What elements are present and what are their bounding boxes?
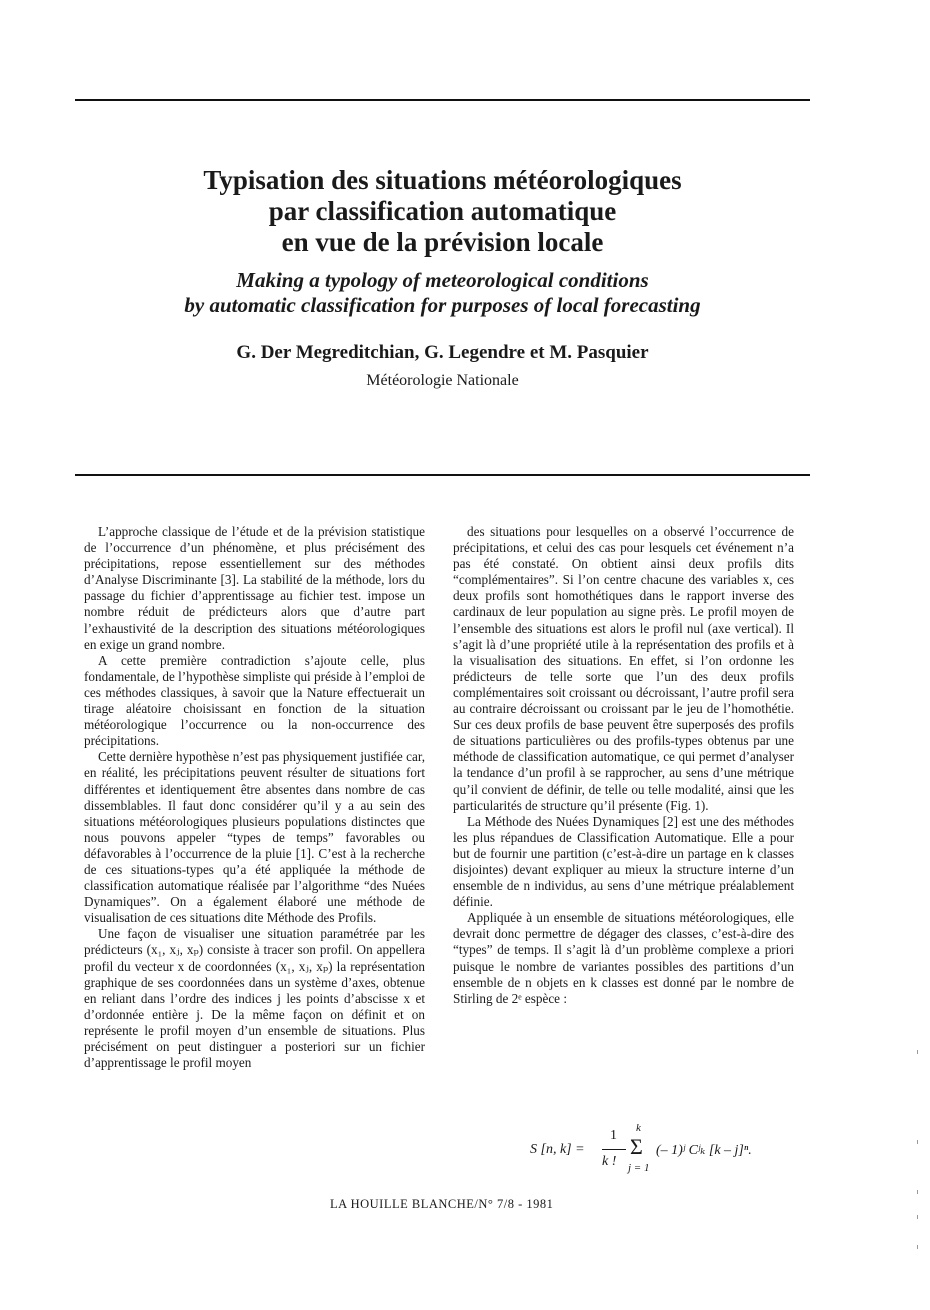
- article-subtitle: Making a typology of meteorological conditions by automatic classification for purposes of local forecasting: [184, 268, 701, 317]
- scan-mark: [917, 1215, 918, 1219]
- authors: G. Der Megreditchian, G. Legendre et M. Pasquier: [236, 342, 649, 363]
- scan-mark: [917, 1050, 918, 1054]
- paragraph: Cette dernière hypothèse n’est pas physiquement justifiée car, en réalité, les précipitations peuvent résulter de situations fort différentes et identiquement être absentes dans nombre de cas dissemblables. Il faut donc considérer qu’il y a au sein des situations météorologiques plusieurs populations distinctes que nous pouvons appeler “types de temps” favorables ou défavorables à l’occurrence de la pluie [1]. C’est à la recherche de ces situations-types qu’a été appliquée la méthode de classification automatique réalisée par l’algorithme “des Nuées Dynamiques”. On a également élaboré une méthode de visualisation de ces situations dite Méthode des Profils.: [84, 749, 425, 926]
- paragraph: Appliquée à un ensemble de situations météorologiques, elle devrait donc permettre de dégager des classes, c’est-à-dire des “types” de temps. Il s’agit là d’un problème complexe a priori puisque le nombre de variantes possibles des partitions d’un ensemble de n objets en k classes est donné par le nombre de Stirling de 2ᵉ espèce :: [453, 910, 794, 1006]
- affiliation: Météorologie Nationale: [366, 372, 519, 389]
- formula-fraction-numerator: 1: [610, 1128, 617, 1143]
- paragraph: A cette première contradiction s’ajoute celle, plus fondamentale, de l’hypothèse simpliste qui préside à l’emploi de ces méthodes classiques, à savoir que la Nature effectuerait un tirage aléatoire choisissant en fonction de la situation météorologique l’occurrence ou la non-occurrence des précipitations.: [84, 652, 425, 749]
- formula-sum-symbol: Σ: [630, 1134, 643, 1159]
- scan-mark: [917, 1140, 918, 1144]
- scan-mark: [917, 1190, 918, 1194]
- paragraph: La Méthode des Nuées Dynamiques [2] est une des méthodes les plus répandues de Classification Automatique. Elle a pour but de fournir une partition (c’est-à-dire un partage en k classes disjointes) devant expliquer au mieux la structure interne d’un ensemble de n individus, au sens d’une métrique préalablement définie.: [453, 813, 794, 910]
- left-column: [84, 524, 425, 1071]
- formula-sum-bottom: j = 1: [628, 1162, 650, 1174]
- header-block: [75, 165, 810, 391]
- paragraph: L’approche classique de l’étude et de la prévision statistique de l’occurrence d’un phénomène, et plus précisément des précipitations, repose essentiellement sur des méthodes d’Analyse Discriminante [3]. La stabilité de la méthode, lors du passage du fichier d’apprentissage au fichier test. impose un nombre réduit de prédicteurs alors que d’autre part l’exhaustivité de la description des situations météorologiques en exige un grand nombre.: [84, 524, 425, 652]
- formula-lhs: S [n, k] =: [530, 1142, 585, 1157]
- stirling-formula: [530, 1124, 790, 1180]
- header-bottom-rule: [75, 474, 810, 476]
- formula-fraction-denominator: k !: [602, 1154, 617, 1169]
- formula-fraction-bar: [602, 1149, 626, 1150]
- top-rule: [75, 99, 810, 101]
- paragraph: des situations pour lesquelles on a observé l’occurrence de précipitations, et celui des cas pour lesquels cet événement n’a pas été constaté. On obtient ainsi deux profils dits “complémentaires”. Si l’on centre chacune des variables x, ces deux profils sont homothétiques dans le rapport inverse des cardinaux de leur population au signe près. Le profil moyen de l’ensemble des situations est alors le profil nul (axe vertical). Il s’agit là d’une propriété utile à la représentation des profils et à la visualisation des situations. En effet, si l’on ordonne les prédicteurs de telle sorte que l’un des deux profils complémentaires soit croissant ou décroissant, l’autre profil sera au contraire décroissant ou croissant par le jeu de l’homothétie. Sur ces deux profils de base peuvent être superposés des profils de situations particulières ou des profils-types obtenus par une méthode de classification automatique, ce qui permet d’analyser la tendance d’un profil à se rapprocher, au sens d’une métrique qu’il convient de définir, de telle ou telle modalité, ainsi que les particularités de structure qu’il présente (Fig. 1).: [453, 524, 794, 813]
- scan-mark: [917, 1245, 918, 1249]
- formula-body: (– 1)ʲ Cʲₖ [k – j]ⁿ.: [656, 1143, 752, 1158]
- paragraph: Une façon de visualiser une situation paramétrée par les prédicteurs (x₁, xⱼ, xₚ) consiste à tracer son profil. On appellera profil du vecteur x de coordonnées (x₁, xⱼ, xₚ) la représentation graphique de ses coordonnées dans un système d’axes, obtenue en reliant dans l’ordre des indices j les points d’abscisse x et d’ordonnée entière j. De la même façon on définit et on représente le profil moyen d’un ensemble de situations. Plus précisément on peut distinguer a posteriori sur un fichier d’apprentissage le profil moyen: [84, 926, 425, 1071]
- right-column: [453, 524, 794, 1007]
- formula-sum-top: k: [636, 1122, 641, 1134]
- article-title: Typisation des situations météorologiques par classification automatique en vue de la prévision locale: [203, 165, 682, 257]
- journal-footer: LA HOUILLE BLANCHE/N° 7/8 - 1981: [330, 1197, 554, 1211]
